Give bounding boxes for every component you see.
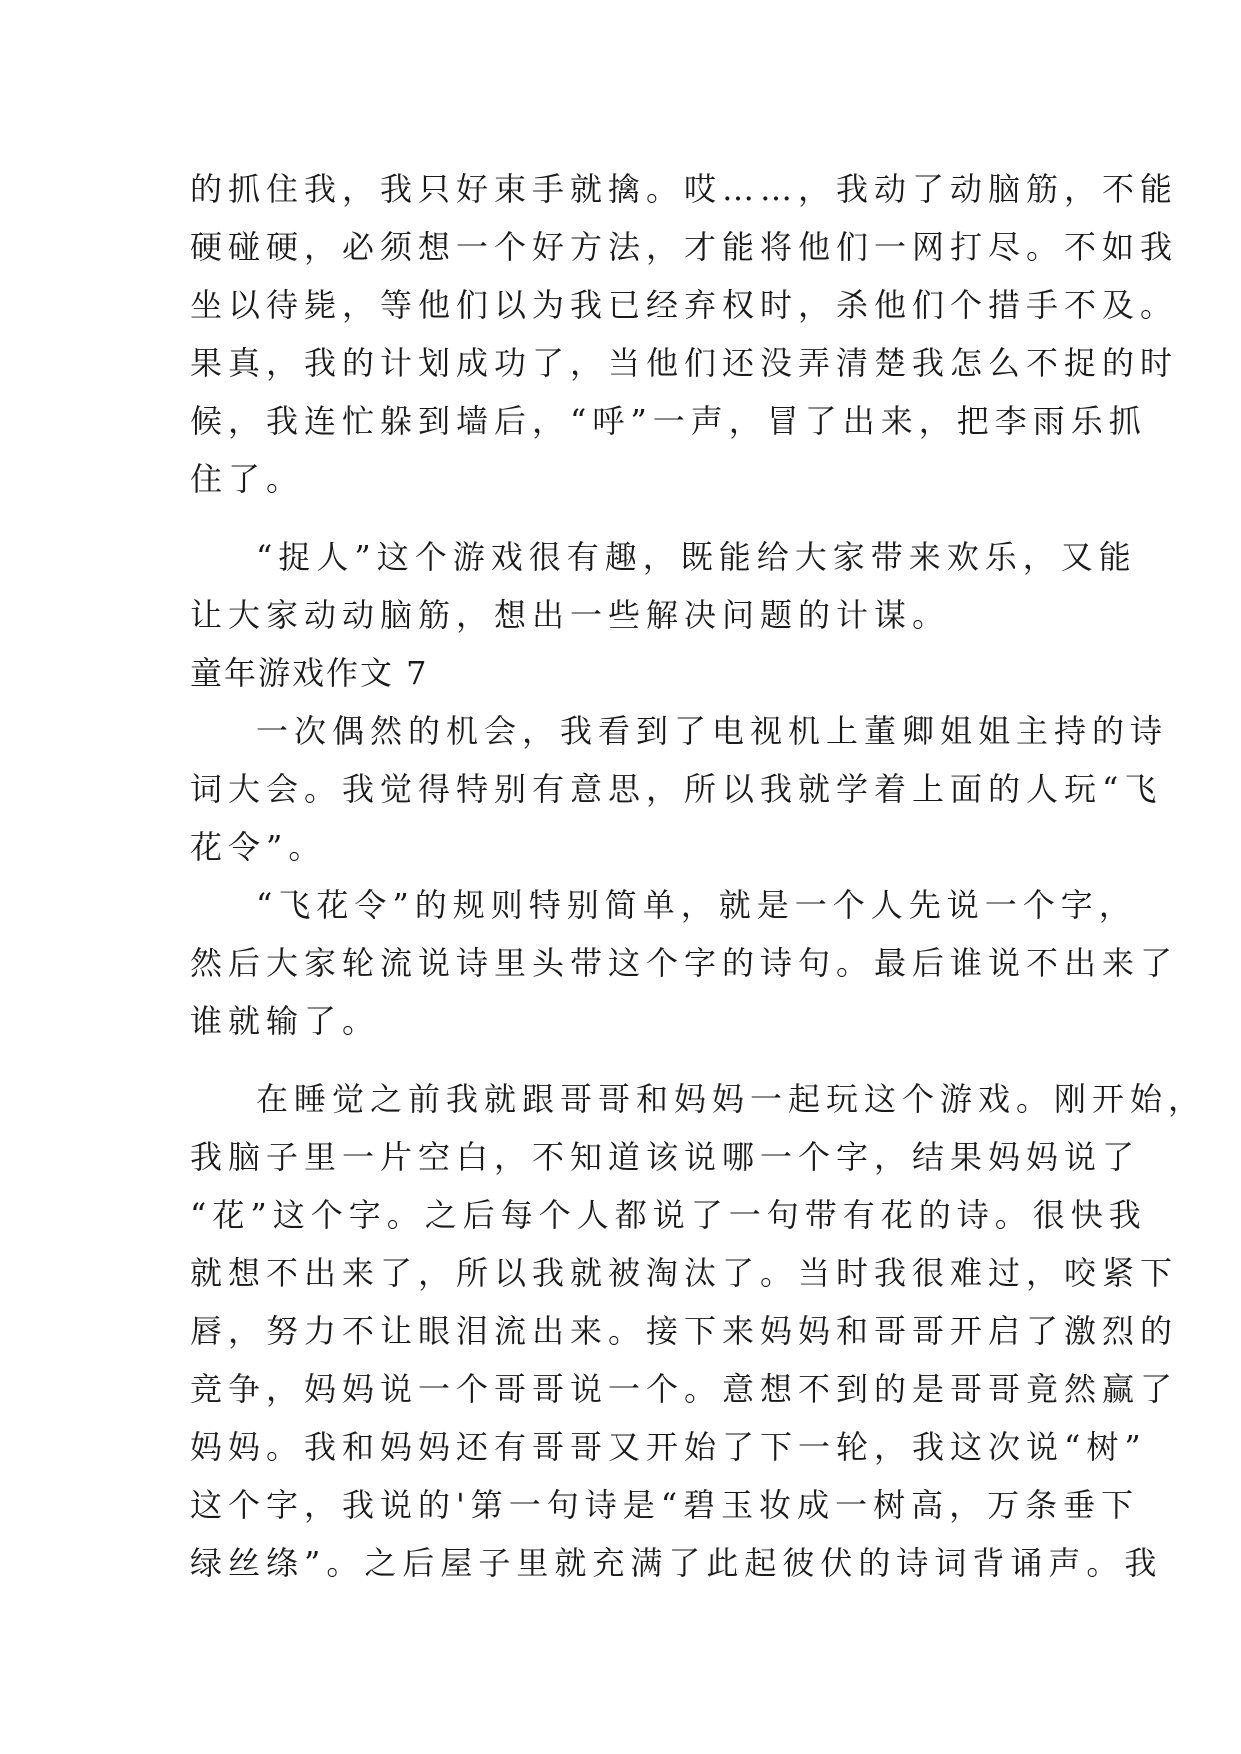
text-line: 一次偶然的机会，我看到了电视机上董卿姐姐主持的诗 <box>256 712 1169 750</box>
paragraph <box>190 1070 1207 1592</box>
text-line: “花”这个字。之后每个人都说了一句带有花的诗。很快我 <box>190 1196 1147 1234</box>
document-body <box>190 160 1207 1592</box>
text-line: 住了。 <box>190 460 305 498</box>
section-heading <box>190 644 1050 702</box>
paragraph <box>190 160 1179 508</box>
paragraph-gap <box>190 1050 1050 1070</box>
text-line: 妈妈。我和妈妈还有哥哥又开始了下一轮，我这次说“树” <box>190 1428 1147 1466</box>
paragraph <box>190 876 1179 1050</box>
text-line: 竞争，妈妈说一个哥哥说一个。意想不到的是哥哥竟然赢了 <box>190 1370 1179 1408</box>
text-line: 果真，我的计划成功了，当他们还没弄清楚我怎么不捉的时 <box>190 344 1179 382</box>
text-line: 硬碰硬，必须想一个好方法，才能将他们一网打尽。不如我 <box>190 228 1179 266</box>
document-page <box>190 160 1207 1592</box>
text-line: 唇，努力不让眼泪流出来。接下来妈妈和哥哥开启了激烈的 <box>190 1312 1179 1350</box>
text-line: 然后大家轮流说诗里头带这个字的诗句。最后谁说不出来了 <box>190 944 1179 982</box>
text-line: 在睡觉之前我就跟哥哥和妈妈一起玩这个游戏。刚开始， <box>256 1080 1207 1118</box>
text-line: 让大家动动脑筋，想出一些解决问题的计谋。 <box>190 596 951 634</box>
heading-text: 童年游戏作文 7 <box>190 654 429 692</box>
text-line: 坐以待毙，等他们以为我已经弃权时，杀他们个措手不及。 <box>190 286 1179 324</box>
paragraph-gap <box>190 508 1050 528</box>
text-line: 谁就输了。 <box>190 1002 381 1040</box>
text-line: 词大会。我觉得特别有意思，所以我就学着上面的人玩“飞 <box>190 770 1163 808</box>
text-line: 候，我连忙躲到墙后，“呼”一声，冒了出来，把李雨乐抓 <box>190 402 1147 440</box>
paragraph <box>190 702 1169 876</box>
text-line: 就想不出来了，所以我就被淘汰了。当时我很难过，咬紧下 <box>190 1254 1179 1292</box>
text-line: 这个字，我说的'第一句诗是“碧玉妆成一树高，万条垂下 <box>190 1486 1140 1524</box>
text-line: 的抓住我，我只好束手就擒。哎……，我动了动脑筋，不能 <box>190 170 1179 208</box>
paragraph <box>190 528 1137 644</box>
text-line: “捉人”这个游戏很有趣，既能给大家带来欢乐，又能 <box>256 538 1137 576</box>
text-line: 我脑子里一片空白，不知道该说哪一个字，结果妈妈说了 <box>190 1138 1141 1176</box>
text-line: “飞花令”的规则特别简单，就是一个人先说一个字， <box>256 886 1137 924</box>
text-line: 绿丝绦”。之后屋子里就充满了此起彼伏的诗词背诵声。我 <box>190 1544 1163 1582</box>
text-line: 花令”。 <box>190 828 327 866</box>
